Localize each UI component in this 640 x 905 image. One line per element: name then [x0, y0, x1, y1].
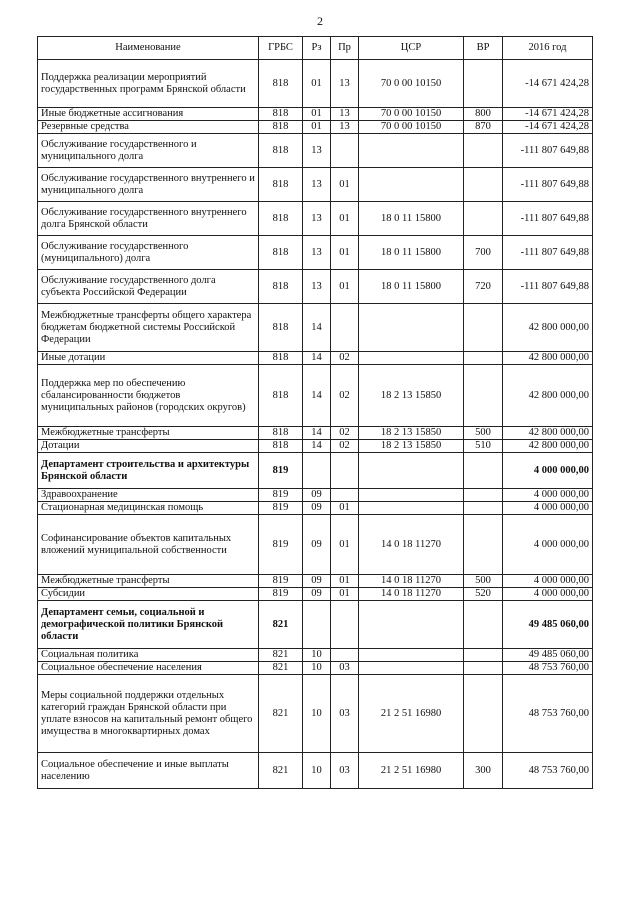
cell-amount: 49 485 060,00: [503, 601, 593, 649]
cell-grbs: 818: [259, 427, 303, 440]
cell-vr: 800: [464, 108, 503, 121]
cell-rz: 10: [303, 753, 331, 789]
cell-csr: [359, 352, 464, 365]
header-rz: Рз: [303, 37, 331, 60]
table-row: [38, 675, 593, 753]
cell-amount: 48 753 760,00: [503, 675, 593, 753]
cell-amount: -111 807 649,88: [503, 270, 593, 304]
cell-name: Межбюджетные трансферты: [38, 575, 259, 588]
cell-name: Обслуживание государственного долга субъекта Российской Федерации: [38, 270, 259, 304]
cell-csr: [359, 453, 464, 489]
cell-csr: [359, 134, 464, 168]
cell-vr: 500: [464, 575, 503, 588]
cell-amount: 42 800 000,00: [503, 304, 593, 352]
cell-csr: [359, 601, 464, 649]
cell-rz: 14: [303, 440, 331, 453]
cell-name: Социальное обеспечение и иные выплаты населению: [38, 753, 259, 789]
cell-vr: 700: [464, 236, 503, 270]
cell-amount: 4 000 000,00: [503, 515, 593, 575]
header-vr: ВР: [464, 37, 503, 60]
cell-pr: 01: [331, 202, 359, 236]
cell-csr: 70 0 00 10150: [359, 121, 464, 134]
table-row: [38, 649, 593, 662]
cell-name: Обслуживание государственного (муниципального) долга: [38, 236, 259, 270]
cell-grbs: 818: [259, 168, 303, 202]
table-row: [38, 304, 593, 352]
cell-amount: 48 753 760,00: [503, 753, 593, 789]
cell-vr: [464, 649, 503, 662]
cell-rz: 13: [303, 270, 331, 304]
table-row: [38, 453, 593, 489]
budget-table: [37, 36, 593, 789]
cell-grbs: 819: [259, 502, 303, 515]
cell-amount: -111 807 649,88: [503, 134, 593, 168]
cell-amount: 42 800 000,00: [503, 440, 593, 453]
cell-vr: 510: [464, 440, 503, 453]
cell-csr: 18 2 13 15850: [359, 365, 464, 427]
cell-name: Межбюджетные трансферты: [38, 427, 259, 440]
header-csr: ЦСР: [359, 37, 464, 60]
cell-vr: 300: [464, 753, 503, 789]
cell-csr: [359, 489, 464, 502]
table-row: [38, 60, 593, 108]
cell-name: Меры социальной поддержки отдельных категорий граждан Брянской области при уплате взносов на капитальный ремонт общего имущества в многоквартирных домах: [38, 675, 259, 753]
cell-rz: 14: [303, 304, 331, 352]
cell-csr: [359, 662, 464, 675]
cell-pr: 01: [331, 236, 359, 270]
cell-name: Департамент строительства и архитектуры Брянской области: [38, 453, 259, 489]
cell-rz: 13: [303, 134, 331, 168]
cell-rz: 09: [303, 489, 331, 502]
cell-pr: [331, 601, 359, 649]
cell-csr: 70 0 00 10150: [359, 60, 464, 108]
cell-csr: 70 0 00 10150: [359, 108, 464, 121]
cell-name: Обслуживание государственного внутреннего и муниципального долга: [38, 168, 259, 202]
cell-grbs: 819: [259, 453, 303, 489]
cell-grbs: 821: [259, 662, 303, 675]
cell-pr: [331, 134, 359, 168]
cell-pr: 13: [331, 121, 359, 134]
cell-name: Поддержка реализации мероприятий государственных программ Брянской области: [38, 60, 259, 108]
cell-rz: 14: [303, 352, 331, 365]
cell-rz: 14: [303, 365, 331, 427]
cell-amount: 4 000 000,00: [503, 489, 593, 502]
cell-grbs: 818: [259, 352, 303, 365]
cell-rz: 01: [303, 108, 331, 121]
cell-grbs: 818: [259, 440, 303, 453]
cell-pr: 02: [331, 427, 359, 440]
cell-amount: 4 000 000,00: [503, 502, 593, 515]
cell-amount: -111 807 649,88: [503, 236, 593, 270]
table-row: [38, 108, 593, 121]
table-row: [38, 515, 593, 575]
cell-name: Субсидии: [38, 588, 259, 601]
table-row: [38, 662, 593, 675]
cell-amount: 49 485 060,00: [503, 649, 593, 662]
cell-csr: 14 0 18 11270: [359, 588, 464, 601]
cell-grbs: 821: [259, 675, 303, 753]
cell-pr: [331, 489, 359, 502]
cell-name: Софинансирование объектов капитальных вложений муниципальной собственности: [38, 515, 259, 575]
cell-pr: [331, 649, 359, 662]
cell-vr: [464, 502, 503, 515]
cell-name: Иные дотации: [38, 352, 259, 365]
cell-name: Иные бюджетные ассигнования: [38, 108, 259, 121]
table-row: [38, 502, 593, 515]
cell-vr: [464, 489, 503, 502]
cell-vr: [464, 662, 503, 675]
cell-rz: 09: [303, 515, 331, 575]
cell-rz: [303, 601, 331, 649]
table-row: [38, 134, 593, 168]
cell-csr: [359, 649, 464, 662]
header-name: Наименование: [38, 37, 259, 60]
cell-csr: 14 0 18 11270: [359, 515, 464, 575]
cell-csr: 21 2 51 16980: [359, 753, 464, 789]
cell-rz: 01: [303, 60, 331, 108]
cell-vr: [464, 365, 503, 427]
cell-grbs: 819: [259, 489, 303, 502]
table-row: [38, 575, 593, 588]
page-number: 2: [317, 14, 323, 28]
cell-rz: [303, 453, 331, 489]
table-row: [38, 440, 593, 453]
cell-grbs: 819: [259, 575, 303, 588]
cell-pr: 03: [331, 753, 359, 789]
table-row: [38, 121, 593, 134]
cell-pr: 01: [331, 168, 359, 202]
header-year: 2016 год: [503, 37, 593, 60]
cell-pr: 03: [331, 675, 359, 753]
cell-pr: 02: [331, 365, 359, 427]
cell-amount: -111 807 649,88: [503, 168, 593, 202]
table-row: [38, 601, 593, 649]
cell-vr: [464, 515, 503, 575]
cell-vr: 500: [464, 427, 503, 440]
cell-amount: 4 000 000,00: [503, 575, 593, 588]
cell-pr: [331, 453, 359, 489]
table-row: [38, 588, 593, 601]
cell-csr: 18 2 13 15850: [359, 427, 464, 440]
cell-amount: -111 807 649,88: [503, 202, 593, 236]
cell-pr: 03: [331, 662, 359, 675]
table-row: [38, 352, 593, 365]
header-grbs: ГРБС: [259, 37, 303, 60]
cell-pr: 13: [331, 60, 359, 108]
cell-rz: 09: [303, 575, 331, 588]
cell-csr: 18 0 11 15800: [359, 270, 464, 304]
cell-csr: 18 2 13 15850: [359, 440, 464, 453]
cell-grbs: 818: [259, 270, 303, 304]
cell-grbs: 818: [259, 365, 303, 427]
cell-vr: [464, 352, 503, 365]
cell-pr: [331, 304, 359, 352]
cell-amount: -14 671 424,28: [503, 108, 593, 121]
cell-grbs: 818: [259, 121, 303, 134]
cell-name: Обслуживание государственного внутреннего долга Брянской области: [38, 202, 259, 236]
table-row: [38, 427, 593, 440]
header-pr: Пр: [331, 37, 359, 60]
cell-name: Межбюджетные трансферты общего характера бюджетам бюджетной системы Российской Федерации: [38, 304, 259, 352]
cell-csr: 21 2 51 16980: [359, 675, 464, 753]
table-row: [38, 365, 593, 427]
cell-amount: 42 800 000,00: [503, 427, 593, 440]
cell-vr: [464, 304, 503, 352]
cell-name: Поддержка мер по обеспечению сбалансированности бюджетов муниципальных районов (городских округов): [38, 365, 259, 427]
cell-rz: 10: [303, 675, 331, 753]
cell-amount: 42 800 000,00: [503, 352, 593, 365]
cell-pr: 01: [331, 515, 359, 575]
table-row: [38, 489, 593, 502]
cell-amount: -14 671 424,28: [503, 121, 593, 134]
cell-grbs: 821: [259, 649, 303, 662]
cell-amount: 4 000 000,00: [503, 453, 593, 489]
cell-rz: 13: [303, 202, 331, 236]
cell-rz: 09: [303, 502, 331, 515]
cell-name: Здравоохранение: [38, 489, 259, 502]
cell-vr: [464, 202, 503, 236]
cell-rz: 10: [303, 649, 331, 662]
cell-name: Департамент семьи, социальной и демографической политики Брянской области: [38, 601, 259, 649]
cell-name: Социальное обеспечение населения: [38, 662, 259, 675]
cell-rz: 13: [303, 168, 331, 202]
cell-rz: 09: [303, 588, 331, 601]
cell-vr: [464, 60, 503, 108]
cell-csr: [359, 168, 464, 202]
cell-pr: 01: [331, 575, 359, 588]
cell-rz: 13: [303, 236, 331, 270]
cell-grbs: 821: [259, 753, 303, 789]
cell-name: Стационарная медицинская помощь: [38, 502, 259, 515]
cell-vr: [464, 134, 503, 168]
cell-amount: 48 753 760,00: [503, 662, 593, 675]
cell-vr: 720: [464, 270, 503, 304]
cell-csr: 18 0 11 15800: [359, 236, 464, 270]
table-row: [38, 202, 593, 236]
cell-rz: 14: [303, 427, 331, 440]
cell-vr: [464, 601, 503, 649]
cell-vr: 870: [464, 121, 503, 134]
cell-csr: [359, 304, 464, 352]
cell-grbs: 818: [259, 304, 303, 352]
cell-vr: [464, 675, 503, 753]
table-row: [38, 236, 593, 270]
cell-pr: 01: [331, 588, 359, 601]
cell-name: Социальная политика: [38, 649, 259, 662]
cell-csr: 14 0 18 11270: [359, 575, 464, 588]
table-row: [38, 168, 593, 202]
cell-grbs: 819: [259, 515, 303, 575]
cell-name: Обслуживание государственного и муниципального долга: [38, 134, 259, 168]
cell-pr: 02: [331, 352, 359, 365]
cell-vr: [464, 168, 503, 202]
cell-pr: 02: [331, 440, 359, 453]
table-row: [38, 270, 593, 304]
cell-vr: [464, 453, 503, 489]
table-header-row: [38, 37, 593, 60]
cell-amount: -14 671 424,28: [503, 60, 593, 108]
cell-csr: 18 0 11 15800: [359, 202, 464, 236]
cell-grbs: 818: [259, 202, 303, 236]
cell-csr: [359, 502, 464, 515]
cell-name: Дотации: [38, 440, 259, 453]
cell-rz: 10: [303, 662, 331, 675]
table-row: [38, 753, 593, 789]
cell-amount: 4 000 000,00: [503, 588, 593, 601]
cell-pr: 13: [331, 108, 359, 121]
cell-pr: 01: [331, 502, 359, 515]
cell-amount: 42 800 000,00: [503, 365, 593, 427]
cell-grbs: 818: [259, 108, 303, 121]
cell-name: Резервные средства: [38, 121, 259, 134]
cell-grbs: 821: [259, 601, 303, 649]
cell-grbs: 819: [259, 588, 303, 601]
cell-pr: 01: [331, 270, 359, 304]
cell-vr: 520: [464, 588, 503, 601]
cell-grbs: 818: [259, 60, 303, 108]
cell-grbs: 818: [259, 134, 303, 168]
cell-grbs: 818: [259, 236, 303, 270]
cell-rz: 01: [303, 121, 331, 134]
